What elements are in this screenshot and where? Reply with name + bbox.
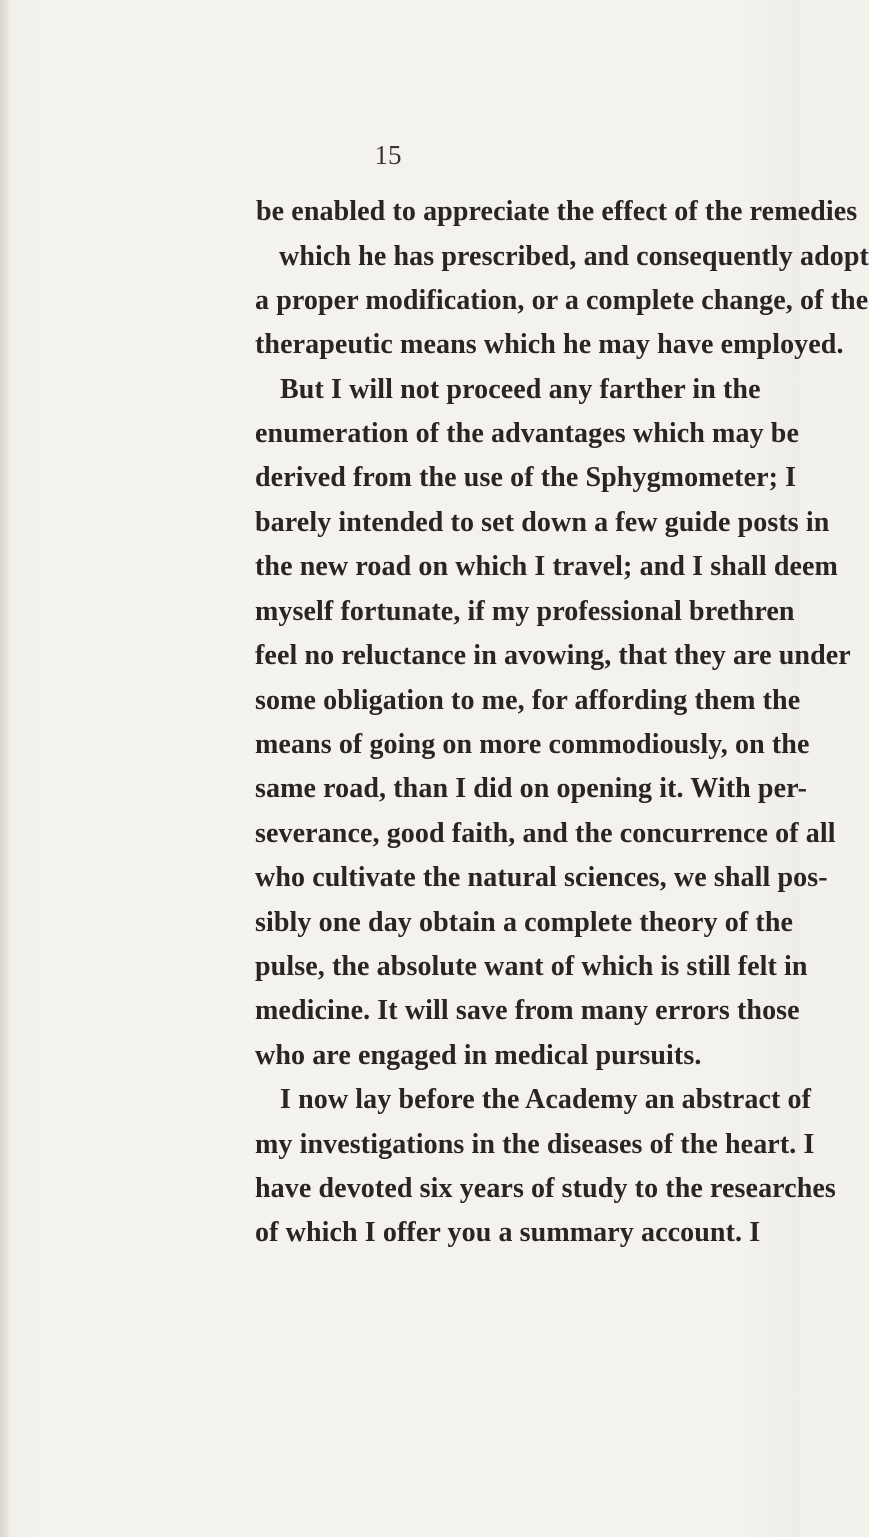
text-line: some obligation to me, for affording them the [255,685,801,716]
text-line: therapeutic means which he may have employed. [255,329,844,360]
text-line: a proper modification, or a complete change, of the [255,285,869,316]
gutter-shadow [0,0,10,1537]
text-line: which he has prescribed, and consequently adopt [279,241,869,272]
text-line: pulse, the absolute want of which is still felt in [255,951,808,982]
text-line: the new road on which I travel; and I shall deem [255,551,838,582]
text-line: enumeration of the advantages which may be [255,418,799,449]
text-line: feel no reluctance in avowing, that they are under [255,640,851,671]
page-number: 15 [374,140,402,170]
text-line: means of going on more commodiously, on the [255,729,810,760]
text-line: have devoted six years of study to the researches [255,1173,836,1204]
text-line: my investigations in the diseases of the heart. I [255,1129,815,1160]
text-line: I now lay before the Academy an abstract of [280,1084,812,1115]
text-line: barely intended to set down a few guide posts in [255,507,830,538]
text-line: same road, than I did on opening it. With per- [255,773,808,804]
text-line: who are engaged in medical pursuits. [255,1040,702,1071]
text-line: myself fortunate, if my professional brethren [255,596,795,627]
text-line: derived from the use of the Sphygmometer; I [255,462,797,493]
text-line: medicine. It will save from many errors those [255,995,800,1026]
text-line: who cultivate the natural sciences, we shall pos- [255,862,828,893]
text-line: of which I offer you a summary account. I [255,1217,761,1248]
text-line: But I will not proceed any farther in the [280,374,761,405]
text-line: sibly one day obtain a complete theory of the [255,907,794,938]
text-line: be enabled to appreciate the effect of the remedies [256,196,858,227]
text-line: severance, good faith, and the concurrence of all [255,818,836,849]
